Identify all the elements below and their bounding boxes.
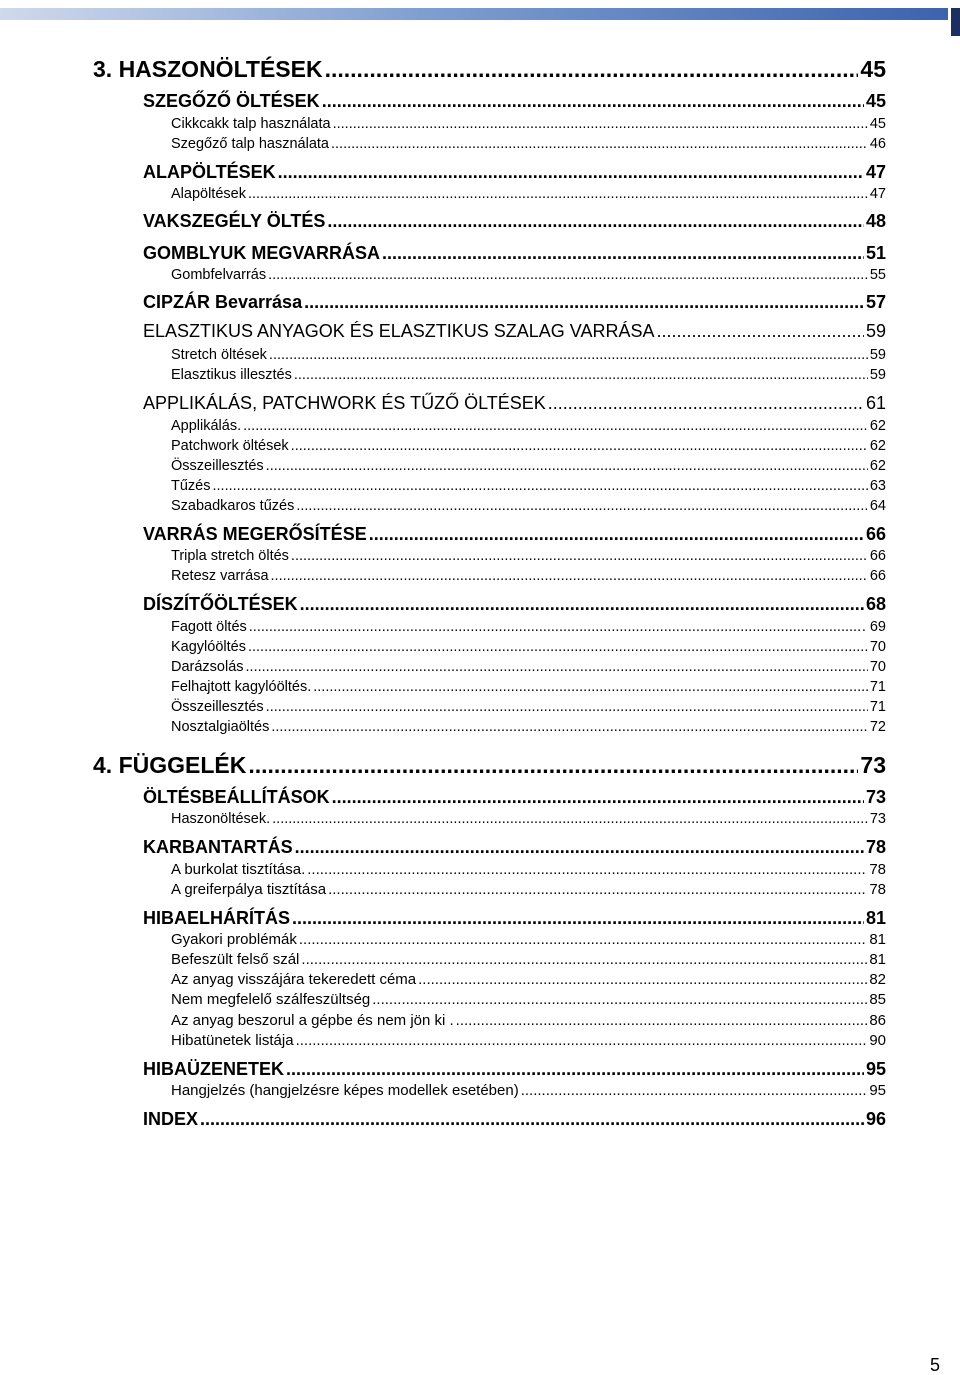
toc-dot-leader xyxy=(248,752,858,778)
toc-entry-title: Gombfelvarrás xyxy=(171,267,267,283)
toc-subsection[interactable] xyxy=(171,881,886,899)
toc-dot-leader xyxy=(313,678,868,696)
toc-dot-leader xyxy=(291,547,868,565)
toc-section[interactable] xyxy=(143,242,886,264)
toc-subsection[interactable] xyxy=(171,185,886,203)
toc-entry-title: Stretch öltések xyxy=(171,347,267,363)
toc-entry-page: 59 xyxy=(869,347,886,363)
toc-entry-title: HIBAÜZENETEK xyxy=(143,1059,285,1079)
toc-entry-page: 45 xyxy=(865,91,886,111)
toc-dot-leader xyxy=(327,210,864,232)
toc-dot-leader xyxy=(266,457,868,475)
toc-entry-title: DÍSZÍTŐÖLTÉSEK xyxy=(143,594,298,614)
toc-dot-leader xyxy=(269,346,868,364)
toc-entry-page: 64 xyxy=(869,498,886,514)
toc-entry-title: HIBAELHÁRÍTÁS xyxy=(143,908,290,928)
toc-subsection[interactable] xyxy=(171,457,886,475)
toc-dot-leader xyxy=(248,185,868,203)
toc-dot-leader xyxy=(418,971,867,989)
toc-entry-title: Applikálás. xyxy=(171,418,242,434)
toc-entry-page: 95 xyxy=(865,1059,886,1079)
header-band-cap xyxy=(951,8,960,36)
toc-entry-page: 82 xyxy=(869,971,886,988)
toc-entry-title: Szegőző talp használata xyxy=(171,136,329,152)
toc-section[interactable] xyxy=(143,291,886,313)
toc-dot-leader xyxy=(382,242,864,264)
toc-entry-title: A greiferpálya tisztítása xyxy=(171,881,327,898)
toc-dot-leader xyxy=(271,718,868,736)
toc-dot-leader xyxy=(325,56,859,82)
toc-entry-page: 62 xyxy=(869,458,886,474)
toc-subsection[interactable] xyxy=(171,951,886,969)
toc-entry-page: 59 xyxy=(865,321,886,341)
toc-entry-title: KARBANTARTÁS xyxy=(143,837,293,857)
toc-entry-title: ALAPÖLTÉSEK xyxy=(143,162,276,182)
toc-section[interactable] xyxy=(143,161,886,183)
toc-dot-leader xyxy=(521,1082,868,1100)
toc-dot-leader xyxy=(272,810,868,828)
toc-entry-page: 73 xyxy=(865,787,886,807)
toc-section[interactable] xyxy=(143,593,886,615)
toc-subsection[interactable] xyxy=(171,638,886,656)
toc-section[interactable] xyxy=(143,1058,886,1080)
toc-dot-leader xyxy=(295,836,864,858)
toc-entry-page: 59 xyxy=(869,367,886,383)
toc-entry-title: A burkolat tisztítása. xyxy=(171,861,306,878)
toc-section[interactable] xyxy=(143,907,886,929)
toc-entry-title: VAKSZEGÉLY ÖLTÉS xyxy=(143,211,326,231)
toc-entry-title: Patchwork öltések xyxy=(171,438,289,454)
toc-entry-page: 78 xyxy=(865,837,886,857)
toc-entry-page: 96 xyxy=(865,1109,886,1129)
toc-subsection[interactable] xyxy=(171,1082,886,1100)
toc-subsection[interactable] xyxy=(171,346,886,364)
toc-entry-title: Összeillesztés xyxy=(171,699,264,715)
toc-dot-leader xyxy=(333,115,868,133)
toc-section[interactable] xyxy=(143,523,886,545)
toc-entry-title: Szabadkaros tűzés xyxy=(171,498,295,514)
toc-entry-page: 66 xyxy=(869,548,886,564)
toc-entry-page: . 69 xyxy=(861,619,886,635)
toc-entry-title: Az anyag beszorul a gépbe és nem jön ki . xyxy=(171,1012,454,1029)
toc-entry-title: Alapöltések xyxy=(171,186,246,202)
toc-entry-page: 70 xyxy=(869,639,886,655)
toc-entry-page: 66 xyxy=(865,524,886,544)
toc-entry-page: 55 xyxy=(869,267,886,283)
toc-subsection[interactable] xyxy=(171,477,886,495)
toc-dot-leader xyxy=(266,698,868,716)
toc-entry-page: 47 xyxy=(869,186,886,202)
toc-dot-leader xyxy=(300,593,864,615)
toc-section[interactable] xyxy=(143,320,886,342)
toc-entry-page: 71 xyxy=(869,699,886,715)
toc-entry-title: SZEGŐZŐ ÖLTÉSEK xyxy=(143,91,320,111)
toc-entry-page: 48 xyxy=(865,211,886,231)
toc-entry-page: 62 xyxy=(869,418,886,434)
toc-dot-leader xyxy=(304,291,864,313)
toc-entry-page: 81 xyxy=(869,951,886,968)
toc-subsection[interactable] xyxy=(171,115,886,133)
toc-entry-page: 61 xyxy=(865,393,886,413)
toc-entry-page: 68 xyxy=(865,594,886,614)
toc-entry-page: 78 xyxy=(869,881,886,898)
toc-entry-title: Az anyag visszájára tekeredett céma xyxy=(171,971,417,988)
toc-entry-title: 3. HASZONÖLTÉSEK xyxy=(93,56,323,82)
toc-subsection[interactable] xyxy=(171,618,886,636)
toc-entry-page: 51 xyxy=(865,243,886,263)
toc-dot-leader xyxy=(328,881,867,899)
toc-dot-leader xyxy=(268,266,868,284)
toc-entry-page: 66 xyxy=(869,568,886,584)
toc-entry-title: GOMBLYUK MEGVARRÁSA xyxy=(143,243,381,263)
toc-subsection[interactable] xyxy=(171,931,886,949)
toc-dot-leader xyxy=(286,1058,864,1080)
toc-dot-leader xyxy=(369,523,864,545)
toc-subsection[interactable] xyxy=(171,698,886,716)
toc-entry-page: 45 xyxy=(869,116,886,132)
toc-entry-title: Retesz varrása xyxy=(171,568,269,584)
toc-dot-leader xyxy=(296,497,868,515)
toc-entry-title: Fagott öltés xyxy=(171,619,247,635)
toc-entry-page: 78 xyxy=(869,861,886,878)
toc-dot-leader xyxy=(331,135,868,153)
toc-entry-title: ELASZTIKUS ANYAGOK ÉS ELASZTIKUS SZALAG VARRÁSA xyxy=(143,321,655,341)
toc-entry-page: 63 xyxy=(869,478,886,494)
toc-dot-leader xyxy=(246,658,868,676)
toc-entry-page: 81 xyxy=(865,908,886,928)
toc-entry-title: Haszonöltések. xyxy=(171,811,271,827)
toc-section[interactable] xyxy=(143,786,886,808)
toc-entry-page: 73 xyxy=(860,752,886,778)
toc-dot-leader xyxy=(213,477,868,495)
toc-subsection[interactable] xyxy=(171,135,886,153)
toc-entry-page: 86 xyxy=(869,1012,886,1029)
toc-dot-leader xyxy=(291,437,868,455)
toc-entry-page: 45 xyxy=(860,56,886,82)
toc-dot-leader xyxy=(299,931,867,949)
toc-entry-page: 70 xyxy=(869,659,886,675)
toc-entry-page: 81 xyxy=(869,931,886,948)
toc-entry-page: 47 xyxy=(865,162,886,182)
toc-entry-title: Összeillesztés xyxy=(171,458,264,474)
toc-subsection[interactable] xyxy=(171,861,886,879)
toc-entry-title: CIPZÁR Bevarrása xyxy=(143,292,303,312)
toc-dot-leader xyxy=(243,417,868,435)
toc-dot-leader xyxy=(332,786,864,808)
toc-dot-leader xyxy=(248,638,868,656)
toc-chapter[interactable] xyxy=(93,56,886,82)
toc-entry-title: INDEX xyxy=(143,1109,199,1129)
toc-entry-title: Hibatünetek listája xyxy=(171,1032,294,1049)
toc-dot-leader xyxy=(657,320,864,342)
toc-subsection[interactable] xyxy=(171,437,886,455)
toc-section[interactable] xyxy=(143,392,886,414)
toc-entry-page: 62 xyxy=(869,438,886,454)
toc-dot-leader xyxy=(292,907,864,929)
toc-entry-title: Cikkcakk talp használata xyxy=(171,116,331,132)
toc-subsection[interactable] xyxy=(171,417,886,435)
toc-entry-title: Tripla stretch öltés xyxy=(171,548,289,564)
toc-entry-page: 71 xyxy=(869,679,886,695)
toc-section[interactable] xyxy=(143,1108,886,1130)
toc-dot-leader xyxy=(307,861,867,879)
toc-section[interactable] xyxy=(143,210,886,232)
toc-dot-leader xyxy=(456,1012,868,1030)
toc-entry-page: 95 xyxy=(869,1082,886,1099)
toc-dot-leader xyxy=(294,366,868,384)
toc-entry-page: 46 xyxy=(869,136,886,152)
toc-section[interactable] xyxy=(143,90,886,112)
toc-dot-leader xyxy=(372,991,867,1009)
toc-section[interactable] xyxy=(143,836,886,858)
table-of-contents xyxy=(93,0,886,1374)
toc-entry-page: 85 xyxy=(869,991,886,1008)
toc-entry-title: Befeszült felső szál xyxy=(171,951,300,968)
toc-entry-page: 72 xyxy=(869,719,886,735)
toc-entry-title: Tűzés xyxy=(171,478,211,494)
toc-entry-title: Felhajtott kagylóöltés. xyxy=(171,679,312,695)
toc-subsection[interactable] xyxy=(171,547,886,565)
toc-dot-leader xyxy=(301,951,867,969)
toc-entry-title: Nosztalgiaöltés xyxy=(171,719,270,735)
toc-entry-title: Darázsolás xyxy=(171,659,244,675)
toc-subsection[interactable] xyxy=(171,366,886,384)
toc-dot-leader xyxy=(548,392,864,414)
toc-subsection[interactable] xyxy=(171,658,886,676)
toc-subsection[interactable] xyxy=(171,991,886,1009)
toc-entry-title: Kagylóöltés xyxy=(171,639,246,655)
toc-entry-title: 4. FÜGGELÉK xyxy=(93,752,247,778)
toc-entry-page: 57 xyxy=(865,292,886,312)
toc-chapter[interactable] xyxy=(93,752,886,778)
toc-subsection[interactable] xyxy=(171,1012,886,1030)
toc-subsection[interactable] xyxy=(171,567,886,585)
toc-subsection[interactable] xyxy=(171,718,886,736)
toc-entry-title: Hangjelzés (hangjelzésre képes modellek esetében) xyxy=(171,1082,519,1099)
toc-dot-leader xyxy=(322,90,864,112)
toc-subsection[interactable] xyxy=(171,810,886,828)
toc-subsection[interactable] xyxy=(171,678,886,696)
toc-entry-title: Elasztikus illesztés xyxy=(171,367,292,383)
toc-dot-leader xyxy=(296,1032,868,1050)
toc-subsection[interactable] xyxy=(171,497,886,515)
toc-entry-title: APPLIKÁLÁS, PATCHWORK ÉS TŰZŐ ÖLTÉSEK xyxy=(143,393,546,413)
toc-entry-title: VARRÁS MEGERŐSÍTÉSE xyxy=(143,524,367,544)
toc-subsection[interactable] xyxy=(171,266,886,284)
toc-dot-leader xyxy=(278,161,864,183)
toc-entry-page: 90 xyxy=(869,1032,886,1049)
toc-subsection[interactable] xyxy=(171,971,886,989)
toc-subsection[interactable] xyxy=(171,1032,886,1050)
toc-dot-leader xyxy=(249,618,860,636)
toc-entry-page: 73 xyxy=(869,811,886,827)
toc-entry-title: ÖLTÉSBEÁLLÍTÁSOK xyxy=(143,787,330,807)
page-number: 5 xyxy=(930,1355,941,1375)
toc-dot-leader xyxy=(200,1108,864,1130)
toc-dot-leader xyxy=(271,567,868,585)
toc-entry-title: Nem megfelelő szálfeszültség xyxy=(171,991,371,1008)
toc-entry-title: Gyakori problémák xyxy=(171,931,297,948)
